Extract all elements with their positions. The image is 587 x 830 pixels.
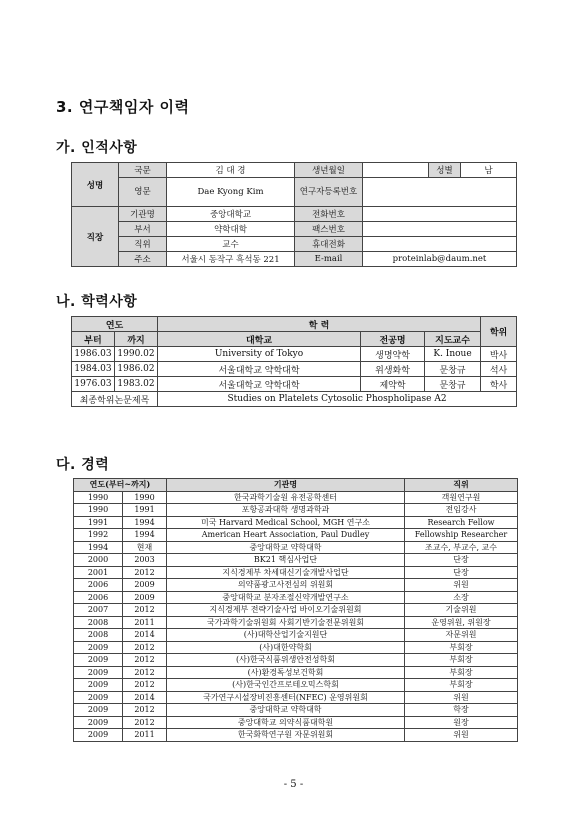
table-row — [74, 566, 518, 579]
mobile-value — [363, 237, 517, 252]
career-org-header: 기관명 — [167, 479, 405, 492]
edu-univ: 서울대학교 약학대학 — [158, 362, 361, 377]
career-from: 2006 — [74, 591, 123, 604]
edu-from: 1976.03 — [72, 377, 115, 392]
edu-major: 위생화학 — [361, 362, 425, 377]
fax-value — [363, 222, 517, 237]
career-from: 2008 — [74, 616, 123, 629]
edu-degree: 학사 — [481, 377, 517, 392]
gender-value: 남 — [461, 163, 517, 178]
position-value: 교수 — [167, 237, 295, 252]
career-org: 포항공과대학 생명과학과 — [167, 504, 405, 517]
eng-name-label: 영문 — [119, 178, 167, 207]
career-position: Fellowship Researcher — [405, 529, 518, 542]
table-row — [74, 604, 518, 617]
career-pos-header: 직위 — [405, 479, 518, 492]
career-org: 국가연구시설장비진흥센터(NFEC) 운영위원회 — [167, 691, 405, 704]
edu-advisor: 문창규 — [425, 362, 481, 377]
position-label: 직위 — [119, 237, 167, 252]
career-from: 1990 — [74, 504, 123, 517]
career-heading: 다. 경력 — [56, 457, 110, 473]
education-table — [71, 316, 517, 407]
edu-degree-header: 학위 — [481, 317, 517, 347]
career-org: (사)대한약학회 — [167, 641, 405, 654]
career-org: (사)한국식품위생안전성학회 — [167, 654, 405, 667]
career-org: 지식경제부 차세대신기술개발사업단 — [167, 566, 405, 579]
address-value: 서울시 동작구 흑석동 221 — [167, 252, 295, 267]
career-to: 2014 — [123, 691, 167, 704]
career-position: 운영위원, 위원장 — [405, 616, 518, 629]
org-label: 기관명 — [119, 207, 167, 222]
thesis-label: 최종학위논문제목 — [72, 392, 158, 407]
kor-name-label: 국문 — [119, 163, 167, 178]
career-position: 위원 — [405, 691, 518, 704]
career-to: 2003 — [123, 554, 167, 567]
career-position: 객원연구원 — [405, 491, 518, 504]
edu-advisor: 문창규 — [425, 377, 481, 392]
career-from: 1991 — [74, 516, 123, 529]
edu-year-header: 연도 — [72, 317, 158, 332]
career-to: 2012 — [123, 679, 167, 692]
career-org: 중앙대학교 의약식품대학원 — [167, 716, 405, 729]
thesis-value: Studies on Platelets Cytosolic Phospholipase A2 — [158, 392, 517, 407]
career-position: 단장 — [405, 554, 518, 567]
career-org: (사)환경독성보건학회 — [167, 666, 405, 679]
table-row — [72, 377, 517, 392]
table-row — [74, 666, 518, 679]
career-to: 2012 — [123, 604, 167, 617]
career-from: 2009 — [74, 666, 123, 679]
career-position: Research Fellow — [405, 516, 518, 529]
career-org: 국가과학기술위원회 사회기반기술전문위원회 — [167, 616, 405, 629]
edu-from-header: 부터 — [72, 332, 115, 347]
table-row — [74, 579, 518, 592]
name-group-label: 성명 — [72, 163, 119, 207]
career-position: 전임강사 — [405, 504, 518, 517]
career-position: 위원 — [405, 579, 518, 592]
table-row — [74, 516, 518, 529]
career-from: 2006 — [74, 579, 123, 592]
section-title: 3. 연구책임자 이력 — [56, 98, 190, 116]
edu-to-header: 까지 — [115, 332, 158, 347]
career-to: 2012 — [123, 566, 167, 579]
career-position: 원장 — [405, 716, 518, 729]
personal-heading: 가. 인적사항 — [56, 140, 138, 156]
work-group-label: 직장 — [72, 207, 119, 267]
edu-univ: 서울대학교 약학대학 — [158, 377, 361, 392]
career-to: 2012 — [123, 641, 167, 654]
edu-from: 1986.03 — [72, 347, 115, 362]
career-position: 위원 — [405, 729, 518, 742]
table-row — [74, 491, 518, 504]
career-table — [73, 478, 518, 742]
org-value: 중앙대학교 — [167, 207, 295, 222]
career-to: 2009 — [123, 591, 167, 604]
career-position: 조교수, 부교수, 교수 — [405, 541, 518, 554]
edu-degree: 석사 — [481, 362, 517, 377]
edu-to: 1990.02 — [115, 347, 158, 362]
career-to: 2012 — [123, 654, 167, 667]
table-row — [74, 554, 518, 567]
table-row — [74, 591, 518, 604]
career-from: 2008 — [74, 629, 123, 642]
kor-name-value: 김 대 경 — [167, 163, 295, 178]
career-position: 단장 — [405, 566, 518, 579]
career-to: 1991 — [123, 504, 167, 517]
career-to: 2009 — [123, 579, 167, 592]
table-row — [74, 691, 518, 704]
career-org: American Heart Association, Paul Dudley — [167, 529, 405, 542]
email-value: proteinlab@daum.net — [363, 252, 517, 267]
career-from: 2009 — [74, 716, 123, 729]
mobile-label: 휴대전화 — [295, 237, 363, 252]
career-from: 2009 — [74, 679, 123, 692]
birth-value — [363, 163, 429, 178]
career-position: 소장 — [405, 591, 518, 604]
table-row — [74, 716, 518, 729]
career-org: 중앙대학교 약학대학 — [167, 541, 405, 554]
career-from: 1992 — [74, 529, 123, 542]
table-row — [72, 347, 517, 362]
table-row — [74, 654, 518, 667]
table-row — [74, 729, 518, 742]
table-row — [74, 679, 518, 692]
edu-advisor: K. Inoue — [425, 347, 481, 362]
table-row — [74, 704, 518, 717]
career-to: 2011 — [123, 729, 167, 742]
regno-label: 연구자등록번호 — [295, 178, 363, 207]
career-to: 2011 — [123, 616, 167, 629]
page-number: - 5 - — [283, 779, 304, 790]
career-to: 2012 — [123, 666, 167, 679]
career-position: 부회장 — [405, 654, 518, 667]
career-org: (사)대학산업기술지원단 — [167, 629, 405, 642]
career-position: 부회장 — [405, 666, 518, 679]
career-from: 1990 — [74, 491, 123, 504]
table-row — [74, 529, 518, 542]
phone-label: 전화번호 — [295, 207, 363, 222]
gender-label: 성별 — [429, 163, 461, 178]
career-from: 2009 — [74, 704, 123, 717]
edu-advisor-header: 지도교수 — [425, 332, 481, 347]
career-to: 2014 — [123, 629, 167, 642]
edu-to: 1986.02 — [115, 362, 158, 377]
career-to: 1994 — [123, 529, 167, 542]
table-row — [74, 629, 518, 642]
career-from: 2009 — [74, 691, 123, 704]
career-org: 중앙대학교 약학대학 — [167, 704, 405, 717]
career-position: 부회장 — [405, 641, 518, 654]
career-to: 현재 — [123, 541, 167, 554]
career-to: 1994 — [123, 516, 167, 529]
edu-major-header: 전공명 — [361, 332, 425, 347]
table-row — [74, 541, 518, 554]
career-to: 1990 — [123, 491, 167, 504]
career-org: 미국 Harvard Medical School, MGH 연구소 — [167, 516, 405, 529]
edu-univ: University of Tokyo — [158, 347, 361, 362]
career-from: 2009 — [74, 654, 123, 667]
career-org: 의약품광고사전심의 위원회 — [167, 579, 405, 592]
education-heading: 나. 학력사항 — [56, 294, 138, 310]
career-from: 2009 — [74, 729, 123, 742]
personal-table — [71, 162, 517, 267]
edu-degree: 박사 — [481, 347, 517, 362]
dept-label: 부서 — [119, 222, 167, 237]
edu-major: 생명약학 — [361, 347, 425, 362]
career-from: 2001 — [74, 566, 123, 579]
career-org: 한국과학기술원 유전공학센터 — [167, 491, 405, 504]
edu-to: 1983.02 — [115, 377, 158, 392]
career-org: 중앙대학교 분자조절신약개발연구소 — [167, 591, 405, 604]
career-from: 2007 — [74, 604, 123, 617]
edu-from: 1984.03 — [72, 362, 115, 377]
edu-history-header: 학 력 — [158, 317, 481, 332]
table-row — [74, 616, 518, 629]
table-row — [72, 362, 517, 377]
fax-label: 팩스번호 — [295, 222, 363, 237]
address-label: 주소 — [119, 252, 167, 267]
career-from: 1994 — [74, 541, 123, 554]
regno-value — [363, 178, 517, 207]
birth-label: 생년월일 — [295, 163, 363, 178]
career-org: BK21 핵심사업단 — [167, 554, 405, 567]
career-position: 학장 — [405, 704, 518, 717]
career-from: 2009 — [74, 641, 123, 654]
eng-name-value: Dae Kyong Kim — [167, 178, 295, 207]
career-position: 부회장 — [405, 679, 518, 692]
edu-major: 제약학 — [361, 377, 425, 392]
career-org: 지식경제부 전략기술사업 바이오기술위원회 — [167, 604, 405, 617]
edu-univ-header: 대학교 — [158, 332, 361, 347]
career-year-header: 연도(부터~까지) — [74, 479, 167, 492]
career-to: 2012 — [123, 716, 167, 729]
career-to: 2012 — [123, 704, 167, 717]
career-position: 자문위원 — [405, 629, 518, 642]
dept-value: 약학대학 — [167, 222, 295, 237]
career-from: 2000 — [74, 554, 123, 567]
table-row — [74, 504, 518, 517]
email-label: E-mail — [295, 252, 363, 267]
career-position: 기술위원 — [405, 604, 518, 617]
career-org: (사)한국인간프로테오믹스학회 — [167, 679, 405, 692]
phone-value — [363, 207, 517, 222]
career-org: 한국화학연구원 자문위원회 — [167, 729, 405, 742]
table-row — [74, 641, 518, 654]
